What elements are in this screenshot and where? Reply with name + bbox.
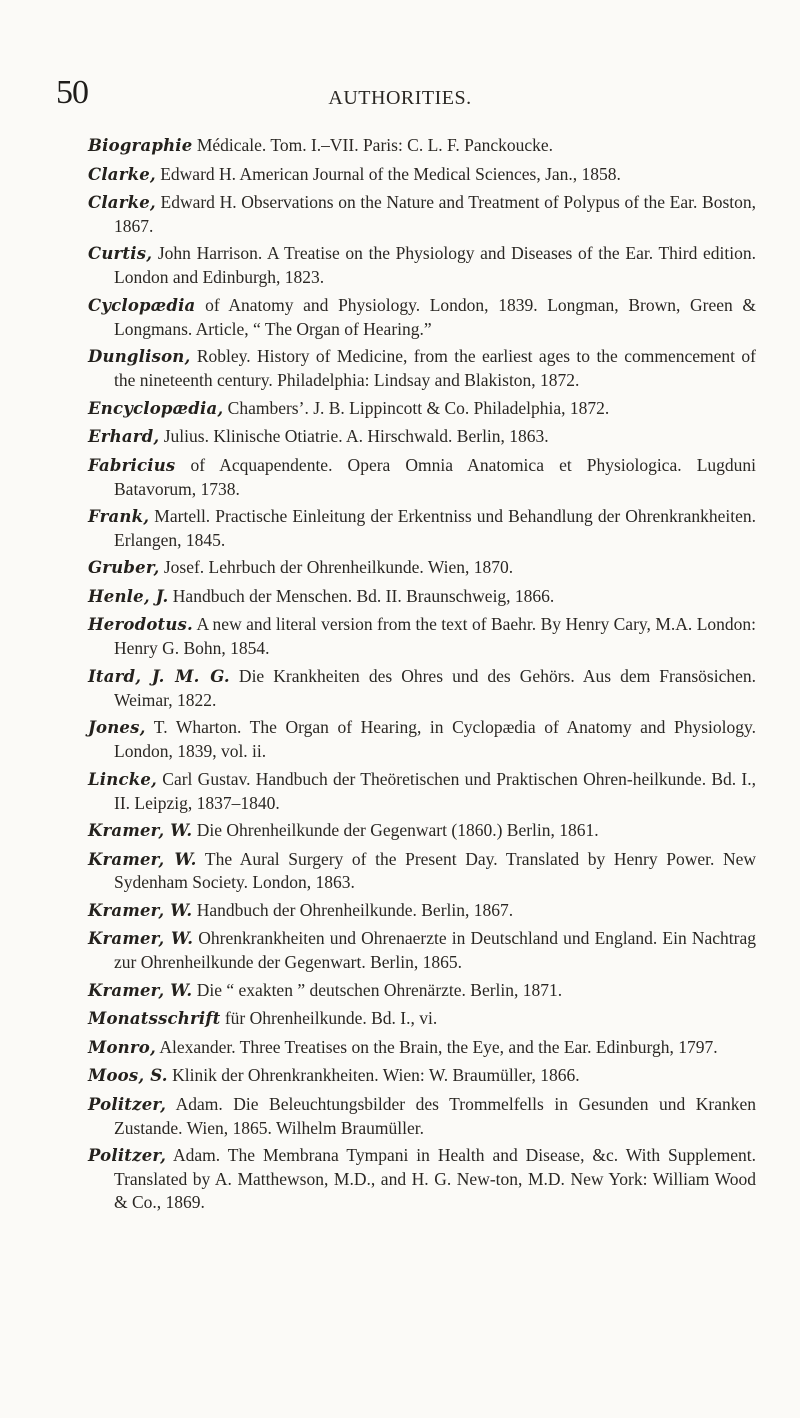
entry-text: Carl Gustav. Handbuch der Theöretischen und Praktischen Ohren-heilkunde. Bd. I., II. Leipzig, 1837–1840. bbox=[114, 768, 756, 813]
bibliography-entry bbox=[88, 505, 756, 552]
entry-text: Chambers’. J. B. Lippincott & Co. Philadelphia, 1872. bbox=[223, 397, 610, 418]
entry-author: Kramer, W. bbox=[88, 900, 193, 920]
entry-text: Alexander. Three Treatises on the Brain, the Eye, and the Ear. Edinburgh, 1797. bbox=[155, 1036, 718, 1057]
entry-author: Clarke, bbox=[88, 193, 156, 212]
entry-author: Erhard, bbox=[88, 427, 160, 447]
entry-text: of Acquapendente. Opera Omnia Anatomica et Physiologica. Lugduni Batavorum, 1738. bbox=[114, 454, 756, 499]
entry-author: Dunglison, bbox=[88, 347, 191, 367]
entry-author: Frank, bbox=[88, 507, 150, 527]
entry-text: A new and literal version from the text of Baehr. By Henry Cary, M.A. London: Henry G. Bohn, 1854. bbox=[114, 614, 756, 659]
entry-text: Edward H. Observations on the Nature and Treatment of Polypus of the Ear. Boston, 1867. bbox=[114, 192, 756, 236]
entry-author: Gruber, bbox=[88, 558, 160, 578]
entry-text: Die Ohrenheilkunde der Gegenwart (1860.) Berlin, 1861. bbox=[192, 820, 599, 841]
entry-text: John Harrison. A Treatise on the Physiology and Diseases of the Ear. Third edition. London and Edinburgh, 1823. bbox=[114, 243, 756, 288]
entry-author: Monro, bbox=[88, 1037, 156, 1057]
entry-text: Josef. Lehrbuch der Ohrenheilkunde. Wien, 1870. bbox=[159, 557, 514, 578]
bibliography-entry bbox=[88, 191, 756, 238]
bibliography-entry bbox=[88, 242, 756, 289]
entry-text: Robley. History of Medicine, from the earliest ages to the commencement of the nineteenth century. Philadelphia: Lindsay and Blakiston, 1872. bbox=[114, 346, 756, 391]
bibliography-entry bbox=[88, 556, 756, 580]
entry-author: Biographie bbox=[88, 136, 193, 155]
bibliography-entry bbox=[88, 1036, 756, 1060]
entry-author: Encyclopædia, bbox=[88, 398, 224, 418]
entry-author: Kramer, W. bbox=[88, 980, 193, 1000]
entry-author: Curtis, bbox=[88, 244, 153, 264]
bibliography-entry bbox=[88, 345, 756, 392]
entry-text: Ohrenkrankheiten und Ohrenaerzte in Deutschland und England. Ein Nachtrag zur Ohrenheilkunde der Gegenwart. Berlin, 1865. bbox=[114, 928, 756, 973]
bibliography-entry bbox=[88, 848, 756, 895]
entry-text: Julius. Klinische Otiatrie. A. Hirschwald. Berlin, 1863. bbox=[159, 426, 549, 447]
entry-author: Herodotus. bbox=[88, 615, 193, 635]
entry-text: Edward H. American Journal of the Medical Sciences, Jan., 1858. bbox=[155, 163, 621, 184]
entry-author: Fabricius bbox=[88, 455, 176, 475]
page-number: 50 bbox=[56, 74, 88, 111]
bibliography-entry bbox=[88, 1064, 756, 1088]
bibliography-entry bbox=[88, 768, 756, 815]
entry-text: of Anatomy and Physiology. London, 1839. Longman, Brown, Green & Longmans. Article, “ The Organ of Hearing.” bbox=[114, 294, 756, 339]
entry-text: The Aural Surgery of the Present Day. Translated by Henry Power. New Sydenham Society. London, 1863. bbox=[114, 848, 756, 893]
entry-text: Adam. The Membrana Tympani in Health and Disease, &c. With Supplement. Translated by A. Matthewson, M.D., and H. G. New-ton, M.D. New York: William Wood & Co., 1869. bbox=[114, 1145, 756, 1213]
bibliography-entry bbox=[88, 134, 756, 158]
running-title: AUTHORITIES. bbox=[328, 87, 472, 109]
bibliography-entry bbox=[88, 585, 756, 609]
bibliography-entry bbox=[88, 1093, 756, 1140]
bibliography-entry bbox=[88, 1007, 756, 1031]
bibliography-list bbox=[88, 134, 756, 1219]
entry-text: Handbuch der Ohrenheilkunde. Berlin, 1867. bbox=[192, 899, 514, 920]
bibliography-entry bbox=[88, 1144, 756, 1214]
entry-author: Kramer, W. bbox=[88, 849, 197, 869]
entry-author: Monatsschrift bbox=[88, 1009, 221, 1029]
bibliography-entry bbox=[88, 819, 756, 843]
entry-text: Die “ exakten ” deutschen Ohrenärzte. Berlin, 1871. bbox=[192, 979, 563, 1000]
entry-author: Clarke, bbox=[88, 164, 156, 184]
bibliography-entry bbox=[88, 716, 756, 763]
entry-text: Die Krankheiten des Ohres und des Gehörs. Aus dem Fransösichen. Weimar, 1822. bbox=[114, 665, 757, 710]
entry-author: Lincke, bbox=[88, 769, 157, 789]
entry-author: Kramer, W. bbox=[88, 821, 193, 841]
bibliography-entry bbox=[88, 397, 756, 421]
entry-text: Handbuch der Menschen. Bd. II. Braunschweig, 1866. bbox=[168, 585, 555, 606]
entry-text: Médicale. Tom. I.–VII. Paris: C. L. F. Panckoucke. bbox=[192, 135, 554, 155]
bibliography-entry bbox=[88, 425, 756, 449]
entry-author: Politzer, bbox=[88, 1094, 167, 1114]
page-header bbox=[0, 0, 800, 120]
entry-author: Moos, S. bbox=[88, 1066, 168, 1086]
bibliography-entry bbox=[88, 899, 756, 923]
entry-author: Kramer, W. bbox=[88, 929, 194, 949]
bibliography-entry bbox=[88, 665, 756, 712]
entry-text: Martell. Practische Einleitung der Erkentniss und Behandlung der Ohrenkrankheiten. Erlangen, 1845. bbox=[114, 506, 756, 550]
entry-author: Politzer, bbox=[88, 1146, 167, 1166]
entry-author: Itard, J. M. G. bbox=[88, 666, 230, 686]
entry-author: Cyclopædia bbox=[88, 295, 196, 315]
bibliography-entry bbox=[88, 294, 756, 341]
bibliography-entry bbox=[88, 454, 756, 501]
entry-text: für Ohrenheilkunde. Bd. I., vi. bbox=[220, 1008, 438, 1029]
entry-author: Henle, J. bbox=[88, 586, 169, 606]
bibliography-entry bbox=[88, 163, 756, 187]
entry-text: T. Wharton. The Organ of Hearing, in Cyclopædia of Anatomy and Physiology. London, 1839, vol. ii. bbox=[114, 717, 756, 762]
entry-text: Klinik der Ohrenkrankheiten. Wien: W. Braumüller, 1866. bbox=[167, 1065, 580, 1086]
entry-author: Jones, bbox=[88, 718, 146, 738]
entry-text: Adam. Die Beleuchtungsbilder des Trommelfells in Gesunden und Kranken Zustande. Wien, 1865. Wilhelm Braumüller. bbox=[114, 1093, 756, 1138]
bibliography-entry bbox=[88, 927, 756, 974]
bibliography-entry bbox=[88, 613, 756, 660]
bibliography-entry bbox=[88, 979, 756, 1003]
